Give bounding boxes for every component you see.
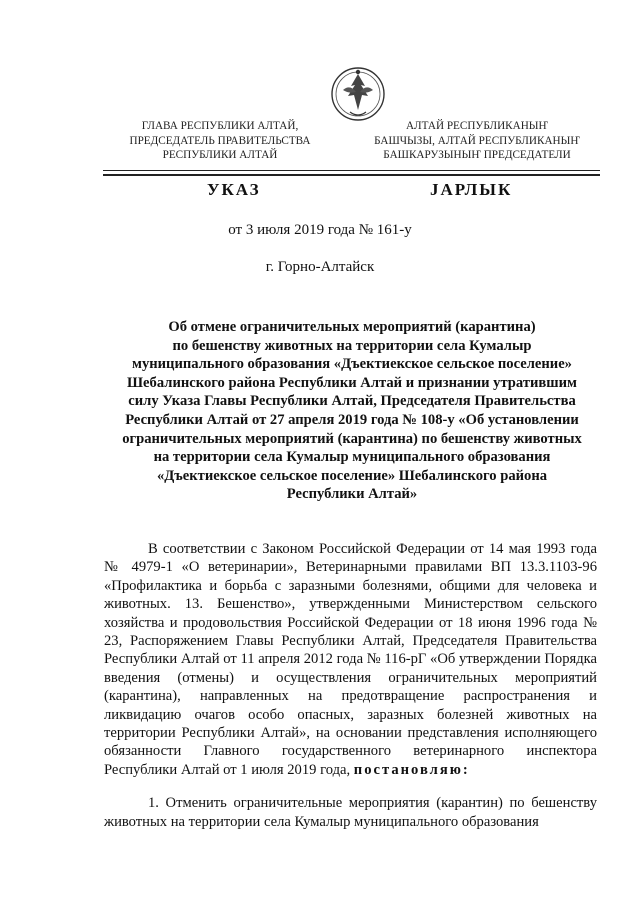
decree-body	[104, 540, 597, 846]
header-right-block	[352, 119, 602, 163]
title-line: «Дъектиекское сельское поселение» Шебалинского района	[156, 467, 548, 484]
title-line: муниципального образования «Дъектиекское сельское поселение»	[132, 356, 572, 373]
altai-republic-emblem-icon	[330, 60, 386, 128]
preamble-paragraph	[104, 540, 597, 779]
title-line: на территории села Кумалыр муниципального образования	[153, 449, 551, 466]
header-left-block	[110, 119, 330, 163]
header-divider-thick	[103, 174, 600, 176]
title-line: Шебалинского района Республики Алтай и признании утратившим	[127, 374, 577, 391]
title-line: Об отмене ограничительных мероприятий (карантина)	[168, 319, 536, 335]
decree-city: г. Горно-Алтайск	[265, 259, 375, 275]
title-line: по бешенству животных на территории села Кумалыр	[172, 337, 532, 354]
header-right-line: БАШЧЫЗЫ, АЛТАЙ РЕСПУБЛИКАНЫҤ	[374, 134, 580, 147]
title-line: Республики Алтай от 27 апреля 2019 года № 108-у «Об установлении	[125, 411, 579, 428]
header-left-line: ГЛАВА РЕСПУБЛИКИ АЛТАЙ,	[141, 120, 299, 132]
header-right-line: АЛТАЙ РЕСПУБЛИКАНЫҤ	[405, 120, 549, 132]
header-divider-thin	[103, 170, 600, 171]
title-line: силу Указа Главы Республики Алтай, Председателя Правительства	[128, 393, 576, 410]
title-line: Республики Алтай»	[286, 486, 418, 503]
header-right-line: БАШКАРУЗЫНЫҤ ПРЕДСЕДАТЕЛИ	[383, 149, 571, 161]
decree-title-altai: ЈАРЛЫК	[430, 180, 513, 199]
decree-title-russian: УКАЗ	[207, 180, 261, 199]
decree-operative-word: постановляю:	[353, 761, 470, 778]
header-left-line: ПРЕДСЕДАТЕЛЬ ПРАВИТЕЛЬСТВА	[129, 134, 311, 147]
decree-date-number: от 3 июля 2019 года № 161-у	[228, 222, 412, 238]
decree-subject-title	[104, 318, 600, 504]
header-left-line: РЕСПУБЛИКИ АЛТАЙ	[162, 149, 278, 161]
clause-1-paragraph: 1. Отменить ограничительные мероприятия (карантин) по бешенству животных на территории села Кумалыр муниципального образования	[104, 795, 597, 830]
title-line: ограничительных мероприятий (карантина) по бешенству животных	[122, 430, 582, 447]
preamble-text: В соответствии с Законом Российской Федерации от 14 мая 1993 года № 4979-1 «О ветеринарии», Ветеринарными правилами ВП 13.3.1103-96 «Профилактика и борьба с заразными болезнями, общими для человека и животных. 13. Бешенство», утвержденными Министерством сельского хозяйства и продовольствия Российской Федерации от 18 июня 1996 года № 23, Распоряжением Главы Республики Алтай, Председателя Правительства Республики Алтай от 11 апреля 2012 года № 116-рГ «Об утверждении Порядка введения (отмены) и осуществления ограничительных мероприятий (карантина), направленных на предотвращение распространения и ликвидацию очагов особо опасных, заразных болезней животных на территории Республики Алтай», на основании представления исполняющего обязанности Главного государственного ветеринарного инспектора Республики Алтай от 1 июля 2019 года,	[104, 541, 597, 778]
